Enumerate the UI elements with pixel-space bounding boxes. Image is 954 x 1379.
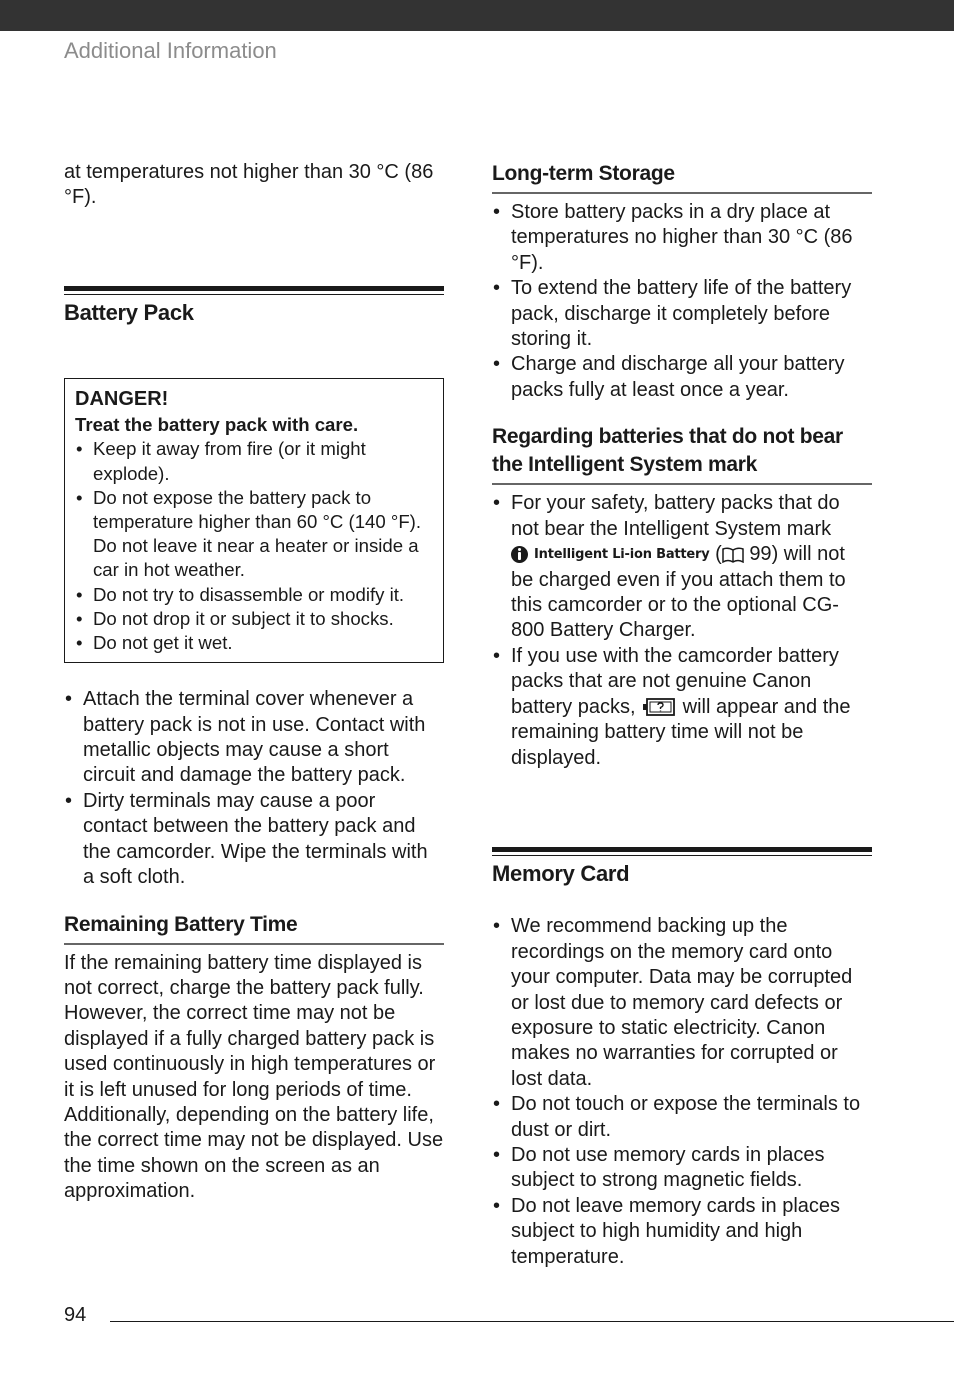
memory-card-list <box>492 914 872 1270</box>
danger-box <box>64 378 444 663</box>
danger-list <box>75 437 433 655</box>
footer-rule <box>110 1321 954 1322</box>
list-item: • To extend the battery life of the battery pack, discharge it completely before storing it. <box>492 276 872 352</box>
list-item: • We recommend backing up the recordings on the memory card onto your computer. Data may be corrupted or lost due to memory card defects or exposure to static electricity. Canon makes no warranties for corrupted or lost data. <box>492 914 872 1092</box>
list-item: • Do not get it wet. <box>75 631 433 655</box>
list-item: • Do not use memory cards in places subject to strong magnetic fields. <box>492 1143 872 1194</box>
list-item: • Do not drop it or subject it to shocks. <box>75 607 433 631</box>
info-dot-icon <box>511 546 528 563</box>
intelligent-system-mark-icon: Intelligent Li-ion Battery <box>511 542 710 567</box>
book-icon <box>722 547 744 563</box>
list-item: • Charge and discharge all your battery packs fully at least once a year. <box>492 352 872 403</box>
continued-text: at temperatures not higher than 30 °C (86 °F). <box>64 161 434 209</box>
left-column <box>64 160 444 1205</box>
list-item: • Dirty terminals may cause a poor contact between the battery pack and the camcorder. Wipe the terminals with a soft cloth. <box>64 789 444 891</box>
intelligent-system-list <box>492 491 872 771</box>
section-label: Additional Information <box>64 38 277 63</box>
memory-card-title: Memory Card <box>492 860 630 886</box>
memory-card-heading <box>492 847 872 886</box>
battery-pack-title: Battery Pack <box>64 299 194 325</box>
list-item: • For your safety, battery packs that do not bear the Intelligent System mark Intelligent Li-ion Battery ( 99) will not be charged even if you attach them to this camcorder or to the optional CG-800 Battery Charger. <box>492 491 872 644</box>
danger-subtitle: Treat the battery pack with care. <box>75 414 359 436</box>
list-item: • Do not try to disassemble or modify it. <box>75 583 433 607</box>
intelligent-system-heading <box>492 423 872 485</box>
battery-pack-list <box>64 687 444 890</box>
long-term-storage-heading <box>492 160 872 194</box>
page-reference: 99 <box>749 543 772 566</box>
list-item: • Do not leave memory cards in places subject to high humidity and high temperature. <box>492 1194 872 1270</box>
right-column <box>492 160 872 1270</box>
header-bar <box>0 0 954 31</box>
remaining-time-title: Remaining Battery Time <box>64 912 298 936</box>
remaining-time-heading <box>64 911 444 945</box>
list-item: • Store battery packs in a dry place at temperatures no higher than 30 °C (86 °F). <box>492 200 872 276</box>
storage-list <box>492 200 872 403</box>
page-number: 94 <box>64 1304 87 1326</box>
intelligent-system-title: Regarding batteries that do not bear the Intelligent System mark <box>492 425 843 477</box>
battery-warning-icon <box>641 697 677 717</box>
list-item: • Attach the terminal cover whenever a battery pack is not in use. Contact with metallic objects may cause a short circuit and damage the battery pack. <box>64 687 444 789</box>
danger-title: DANGER! <box>75 388 169 411</box>
list-item: • If you use with the camcorder battery packs that are not genuine Canon battery packs, will appear and the remaining battery time will not be displayed. <box>492 644 872 771</box>
remaining-time-body: If the remaining battery time displayed is not correct, charge the battery pack fully. However, the correct time may not be displayed if a fully charged battery pack is used continuously in high temperatures or it is left unused for long periods of time. Additionally, depending on the battery life, the correct time may not be displayed. Use the time shown on the screen as an approximation. <box>64 951 444 1203</box>
list-item: • Do not touch or expose the terminals to dust or dirt. <box>492 1092 872 1143</box>
list-item: • Do not expose the battery pack to temperature higher than 60 °C (140 °F). Do not leave it near a heater or inside a car in hot weather. <box>75 486 433 583</box>
battery-pack-heading <box>64 286 444 325</box>
list-item: • Keep it away from fire (or it might explode). <box>75 437 433 485</box>
long-term-storage-title: Long-term Storage <box>492 162 675 185</box>
